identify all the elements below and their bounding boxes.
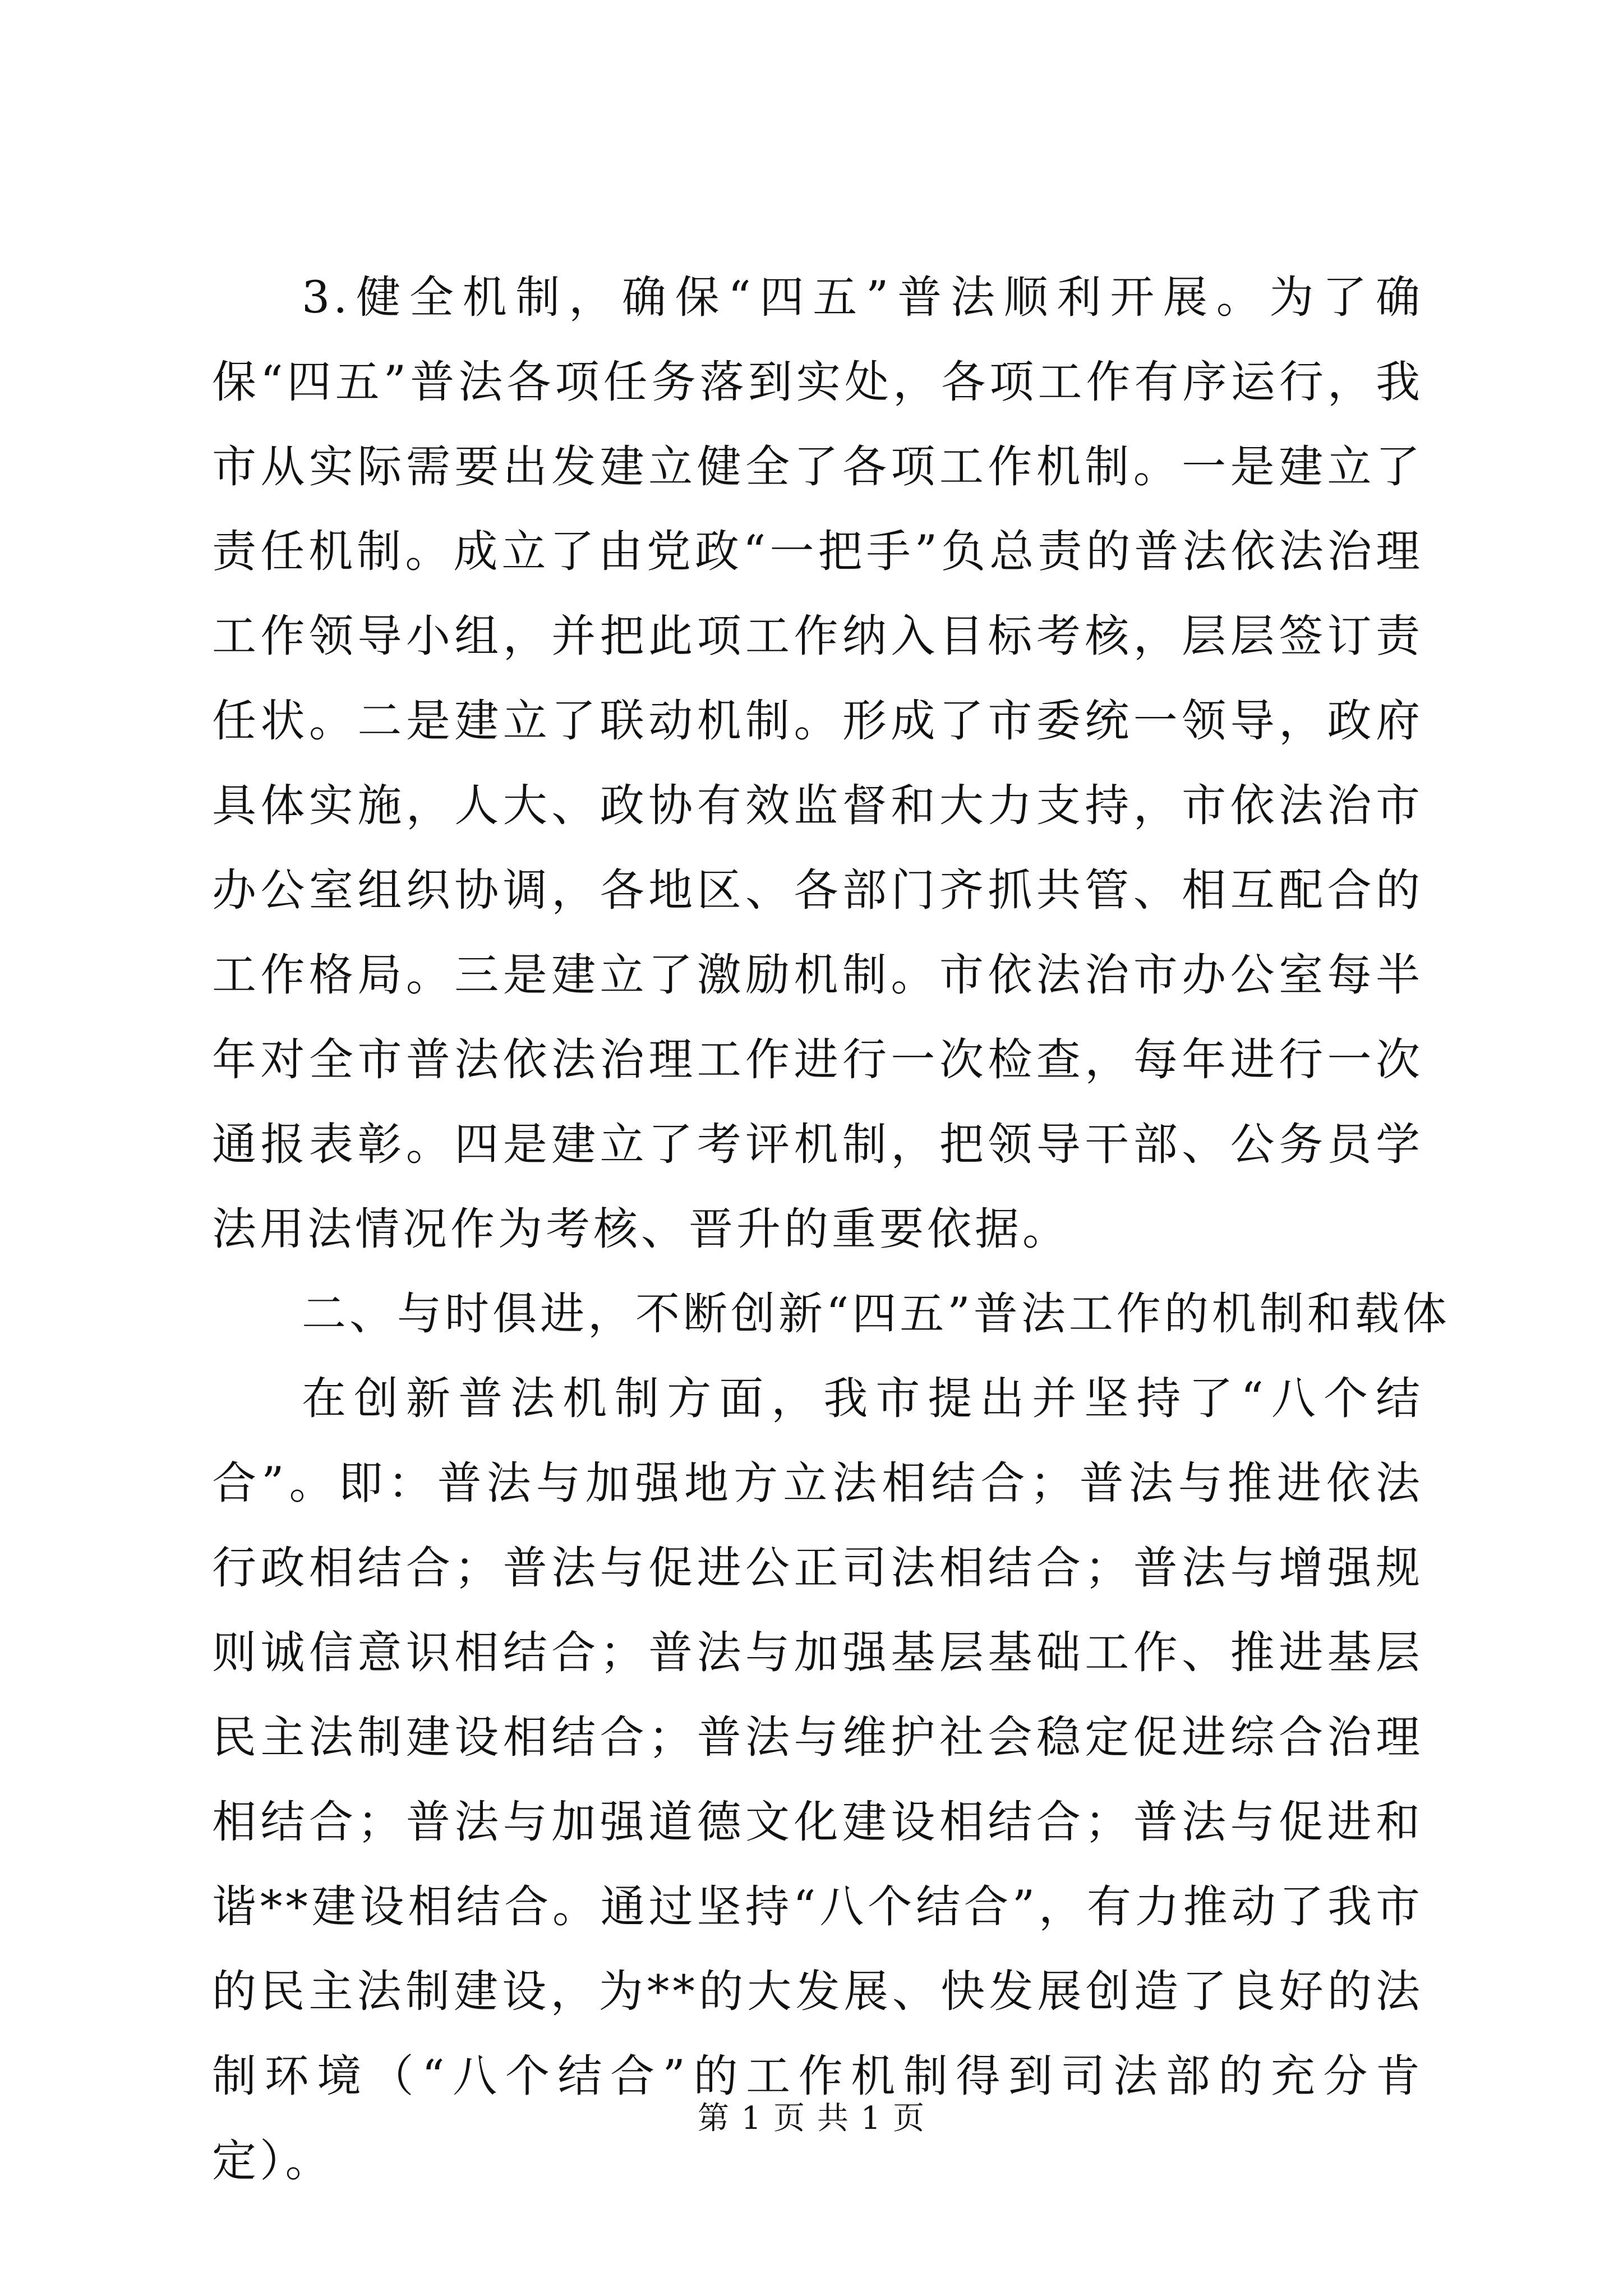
- paragraph-eight-combinations: 在创新普法机制方面，我市提出并坚持了“八个结合”。即：普法与加强地方立法相结合；普法与推进依法行政相结合；普法与促进公正司法相结合；普法与增强规则诚信意识相结合；普法与加强基层基础工作、推进基层民主法制建设相结合；普法与维护社会稳定促进综合治理相结合；普法与加强道德文化建设相结合；普法与促进和谐**建设相结合。通过坚持“八个结合”，有力推动了我市的民主法制建设，为**的大发展、快发展创造了良好的法制环境（“八个结合”的工作机制得到司法部的充分肯定）。: [212, 1373, 1423, 2187]
- document-body: [212, 255, 1450, 2203]
- paragraph-mechanisms: 3.健全机制，确保“四五”普法顺利开展。为了确保“四五”普法各项任务落到实处，各项工作有序运行，我市从实际需要出发建立健全了各项工作机制。一是建立了责任机制。成立了由党政“一把手”负总责的普法依法治理工作领导小组，并把此项工作纳入目标考核，层层签订责任状。二是建立了联动机制。形成了市委统一领导，政府具体实施，人大、政协有效监督和大力支持，市依法治市办公室组织协调，各地区、各部门齐抓共管、相互配合的工作格局。三是建立了激励机制。市依法治市办公室每半年对全市普法依法治理工作进行一次检查，每年进行一次通报表彰。四是建立了考评机制，把领导干部、公务员学法用法情况作为考核、晋升的重要依据。: [212, 272, 1423, 1255]
- section-heading: 二、与时俱进，不断创新“四五”普法工作的机制和载体: [302, 1288, 1450, 1340]
- page-footer: 第 1 页 共 1 页: [697, 2100, 926, 2137]
